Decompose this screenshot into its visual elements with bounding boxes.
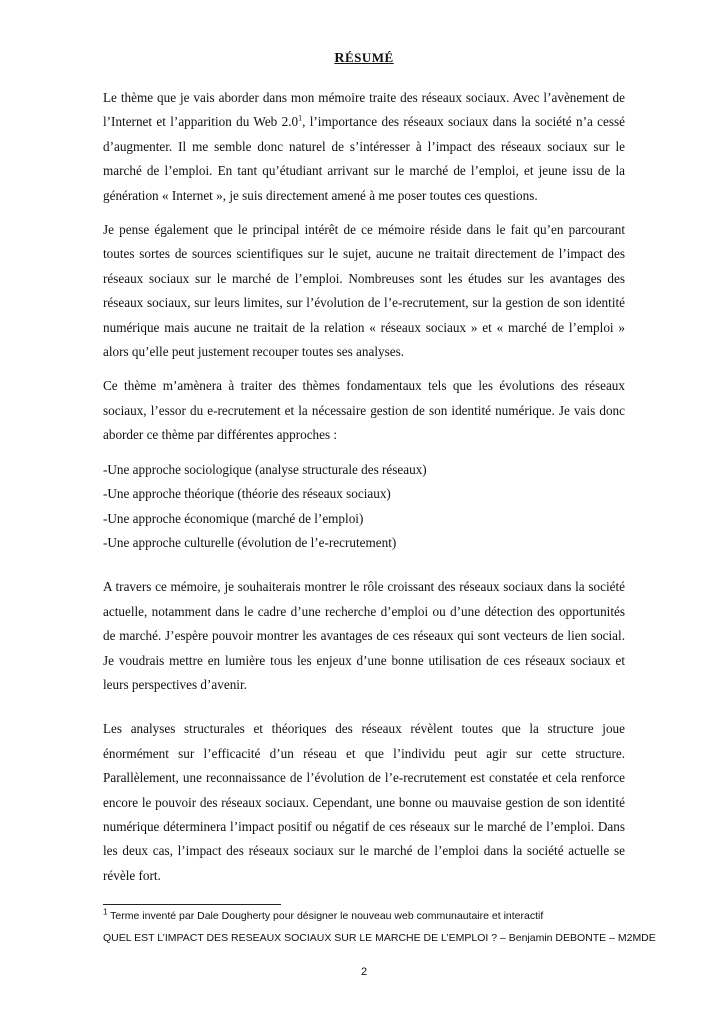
title-initial: R [334, 51, 345, 66]
paragraph-2: Je pense également que le principal intérêt de ce mémoire réside dans le fait qu’en parcourant toutes sortes de sources scientifiques sur le sujet, aucune ne traitait directement de l’impact des réseaux sociaux sur le marché de l’emploi. Nombreuses sont les études sur les avantages des réseaux sociaux, sur leurs limites, sur l’évolution de l’e-recrutement, sur la gestion de son identité numérique mais aucune ne traitait de la relation « réseaux sociaux » et « marché de l’emploi » alors qu’elle peut justement recouper toutes ses analyses. [103, 222, 625, 360]
paragraph-1-part-a: Le thème que je vais aborder dans mon mémoire traite des réseaux sociaux. Avec l’avènement de l’Internet et l’apparition du Web 2.0 [103, 90, 625, 130]
approaches-list [103, 458, 625, 556]
paragraph-5: Les analyses structurales et théoriques des réseaux révèlent toutes que la structure joue énormément sur l’efficacité d’un réseau et que l’individu peut agir sur cette structure. Parallèlement, une reconnaissance de l’évolution de l’e-recrutement est constatée et cela renforce encore le pouvoir des réseaux sociaux. Cependant, une bonne ou mauvaise gestion de son identité numérique déterminera l’impact positif ou négatif de ces réseaux sur le marché de l’emploi. Dans les deux cas, l’impact des réseaux sociaux sur le marché de l’emploi dans la société actuelle se révèle fort. [103, 721, 625, 883]
page-number: 2 [360, 966, 368, 978]
list-item: -Une approche économique (marché de l’emploi) [103, 510, 364, 526]
paragraph-1-part-b: , l’importance des réseaux sociaux dans la société n’a cessé d’augmenter. Il me semble donc naturel de s’intéresser à l’impact des réseaux sociaux sur le marché de l’emploi. En tant qu’étudiant arrivant sur le marché de l’emploi, et jeune issu de la génération « Internet », je suis directement amené à me poser toutes ces questions. [103, 114, 625, 203]
footnote [103, 907, 663, 922]
list-item: -Une approche sociologique (analyse structurale des réseaux) [103, 461, 427, 477]
list-item: -Une approche culturelle (évolution de l’e-recrutement) [103, 534, 397, 550]
list-item: -Une approche théorique (théorie des réseaux sociaux) [103, 486, 391, 502]
document-body [103, 86, 625, 898]
paragraph-4: A travers ce mémoire, je souhaiterais montrer le rôle croissant des réseaux sociaux dans la société actuelle, notamment dans le cadre d’une recherche d’emploi ou d’une détection des opportunités de marché. J’espère pouvoir montrer les avantages de ces réseaux qui sont vecteurs de lien social. Je voudrais mettre en lumière tous les enjeux d’une bonne utilisation de ces réseaux sociaux et leurs perspectives d’avenir. [103, 579, 625, 692]
footnote-reference: 1 [298, 114, 303, 124]
running-footer: QUEL EST L’IMPACT DES RESEAUX SOCIAUX SUR LE MARCHE DE L’EMPLOI ? – Benjamin DEBONTE – M2MDE [103, 932, 656, 944]
paragraph-1 [103, 86, 625, 208]
paragraph-3: Ce thème m’amènera à traiter des thèmes fondamentaux tels que les évolutions des réseaux sociaux, l’essor du e-recrutement et la nécessaire gestion de son identité numérique. Je vais donc aborder ce thème par différentes approches : [103, 378, 625, 443]
title-rest: ÉSUMÉ [344, 50, 394, 65]
page-title [0, 50, 728, 67]
footnote-marker: 1 [103, 907, 108, 917]
footnote-separator [103, 904, 281, 905]
footnote-text: Terme inventé par Dale Dougherty pour désigner le nouveau web communautaire et interactif [107, 910, 544, 922]
